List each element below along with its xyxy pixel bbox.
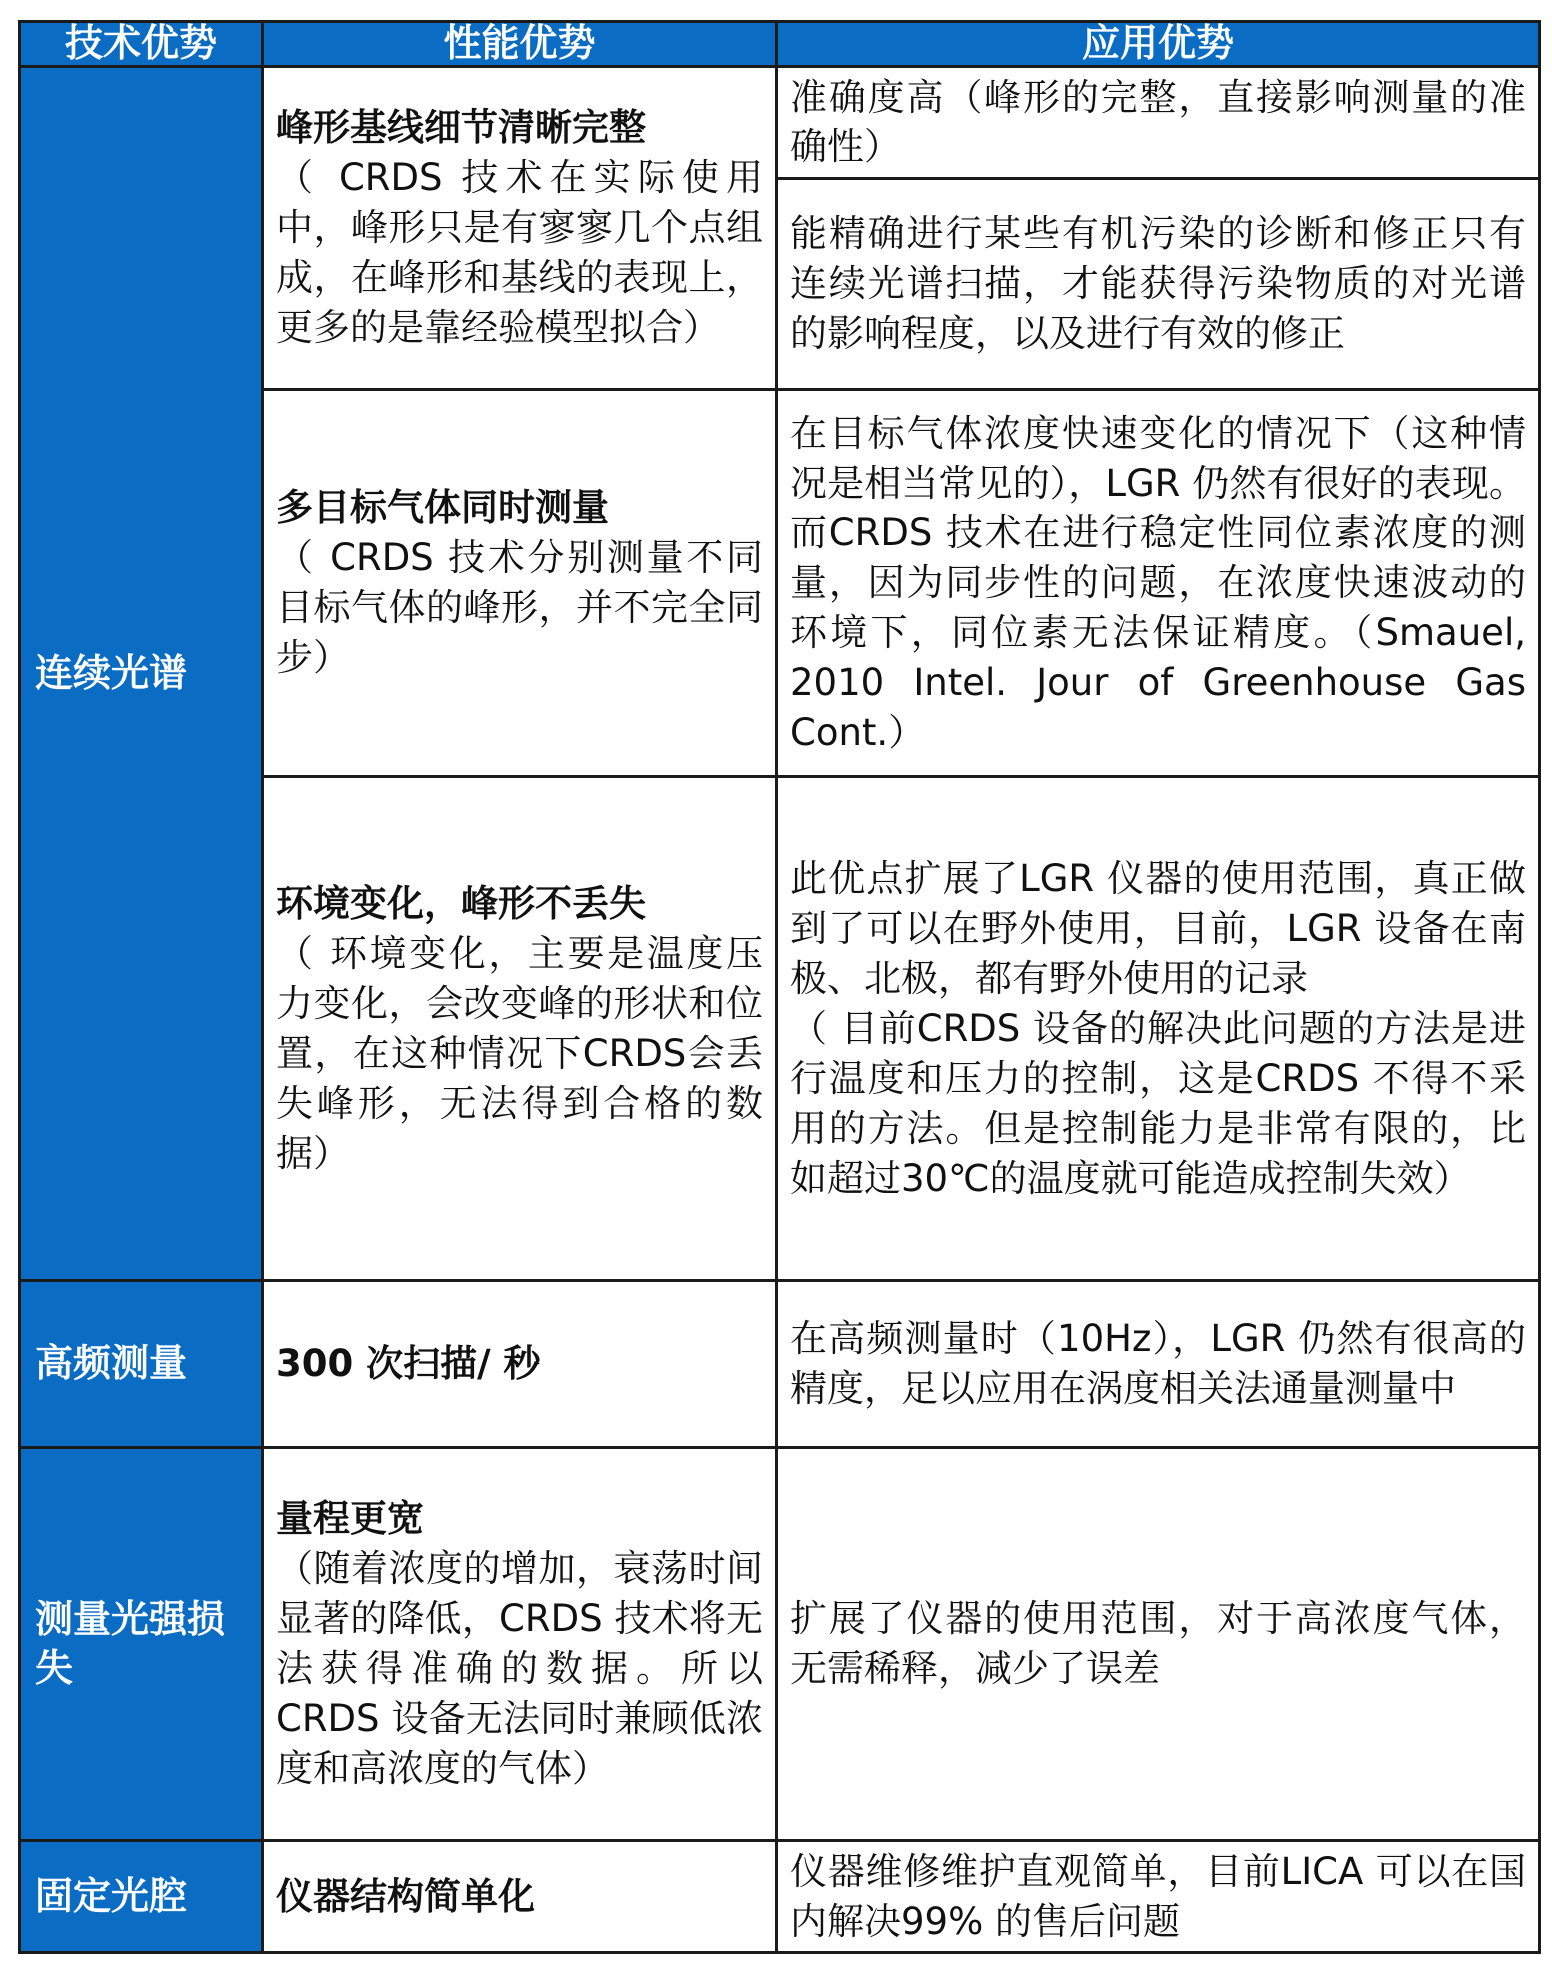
table-row: [20, 1841, 1540, 1953]
perf-cell: [263, 1448, 777, 1841]
app-cell: 能精确进行某些有机污染的诊断和修正只有连续光谱扫描，才能获得污染物质的对光谱的影响程度，以及进行有效的修正: [777, 178, 1540, 390]
header-app: 应用优势: [777, 22, 1540, 67]
perf-title: 量程更宽: [276, 1497, 424, 1541]
perf-desc: （ CRDS 技术在实际使用中，峰形只是有寥寥几个点组成，在峰形和基线的表现上，更多的是靠经验模型拟合）: [276, 156, 763, 350]
perf-title: 多目标气体同时测量: [276, 486, 609, 530]
app-cell: 在目标气体浓度快速变化的情况下（这种情况是相当常见的），LGR 仍然有很好的表现。而CRDS 技术在进行稳定性同位素浓度的测量，因为同步性的问题，在浓度快速波动的环境下，同位素无法保证精度。（Smauel, 2010 Intel. Jour of Greenhouse Gas Cont.）: [777, 390, 1540, 777]
app-cell: 准确度高（峰形的完整，直接影响测量的准确性）: [777, 67, 1540, 179]
perf-title: 仪器结构简单化: [276, 1874, 535, 1918]
table-row: [20, 1448, 1540, 1841]
app-cell: 仪器维修维护直观简单，目前LICA 可以在国内解决99% 的售后问题: [777, 1841, 1540, 1953]
header-row: [20, 22, 1540, 67]
table-row: [20, 67, 1540, 179]
perf-desc: （ CRDS 技术分别测量不同目标气体的峰形，并不完全同步）: [276, 536, 763, 680]
category-fixed-cavity: 固定光腔: [20, 1841, 263, 1953]
perf-cell: [263, 777, 777, 1281]
perf-title: 峰形基线细节清晰完整: [276, 106, 646, 150]
table-row: [20, 1281, 1540, 1448]
perf-title: 300 次扫描/ 秒: [276, 1342, 541, 1386]
perf-cell: [263, 390, 777, 777]
perf-desc: （ 环境变化，主要是温度压力变化，会改变峰的形状和位置，在这种情况下CRDS会丢失峰形，无法得到合格的数据）: [276, 931, 763, 1175]
app-cell: 在高频测量时（10Hz），LGR 仍然有很高的精度，足以应用在涡度相关法通量测量中: [777, 1281, 1540, 1448]
perf-cell: [263, 1281, 777, 1448]
perf-title: 环境变化，峰形不丢失: [276, 881, 646, 925]
comparison-table: [18, 20, 1541, 1954]
app-cell: 此优点扩展了LGR 仪器的使用范围，真正做到了可以在野外使用，目前，LGR 设备在南极、北极，都有野外使用的记录 （ 目前CRDS 设备的解决此问题的方法是进行温度和压力的控制，这是CRDS 不得不采用的方法。但是控制能力是非常有限的，比如超过30℃的温度就可能造成控制失效）: [777, 777, 1540, 1281]
perf-cell: [263, 1841, 777, 1953]
category-continuous: 连续光谱: [20, 67, 263, 1281]
category-light-loss: 测量光强损失: [20, 1448, 263, 1841]
perf-desc: （随着浓度的增加，衰荡时间显著的降低，CRDS 技术将无法获得准确的数据。所以CRDS 设备无法同时兼顾低浓度和高浓度的气体）: [276, 1547, 763, 1791]
header-perf: 性能优势: [263, 22, 777, 67]
app-cell: 扩展了仪器的使用范围，对于高浓度气体，无需稀释，减少了误差: [777, 1448, 1540, 1841]
header-tech: 技术优势: [20, 22, 263, 67]
perf-cell: [263, 67, 777, 390]
category-high-freq: 高频测量: [20, 1281, 263, 1448]
